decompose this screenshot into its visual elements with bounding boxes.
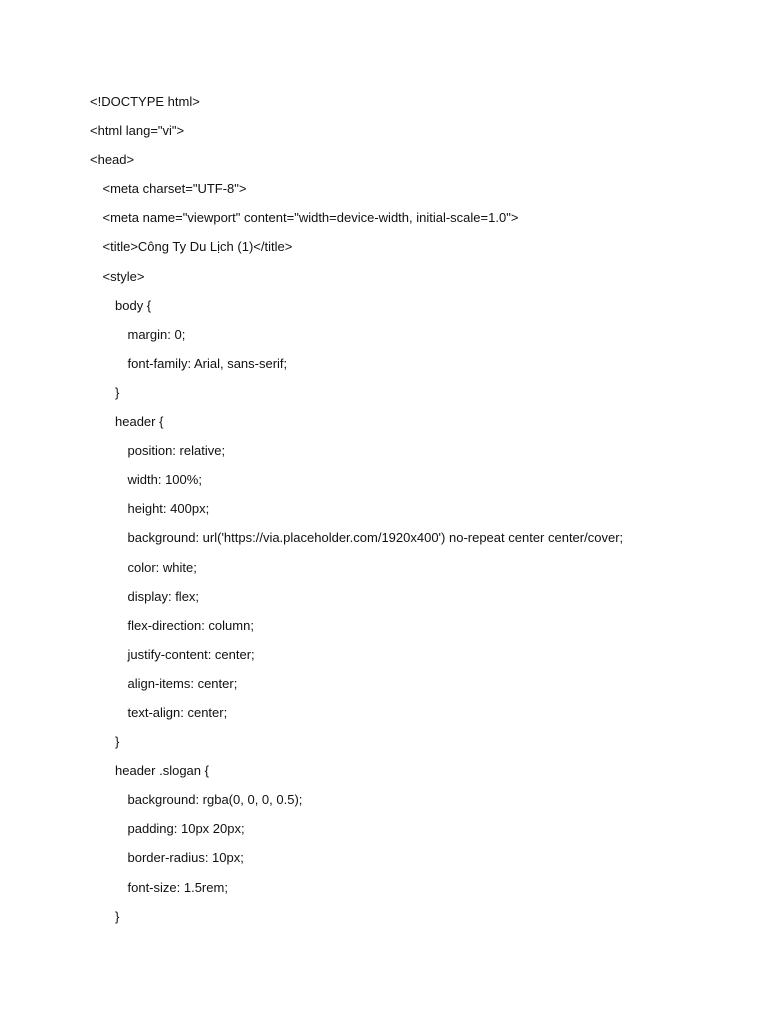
- code-line: border-radius: 10px;: [127, 850, 244, 866]
- code-line: header {: [115, 414, 164, 430]
- code-line: <html lang="vi">: [90, 123, 185, 139]
- code-line: font-family: Arial, sans-serif;: [127, 355, 288, 371]
- code-line: padding: 10px 20px;: [127, 821, 245, 837]
- code-line: color: white;: [127, 559, 197, 575]
- code-line: text-align: center;: [127, 704, 228, 720]
- code-line: align-items: center;: [127, 675, 238, 691]
- code-line: margin: 0;: [127, 326, 186, 342]
- code-line: }: [115, 734, 120, 750]
- code-line: flex-direction: column;: [127, 617, 254, 633]
- code-line: background: rgba(0, 0, 0, 0.5);: [127, 792, 303, 808]
- code-line: body {: [115, 297, 152, 313]
- code-line: header .slogan {: [115, 763, 209, 779]
- code-line: }: [115, 908, 120, 924]
- code-line: justify-content: center;: [127, 646, 255, 662]
- code-line: height: 400px;: [127, 501, 210, 517]
- code-line: background: url('https://via.placeholder.com/1920x400') no-repeat center center/cover;: [127, 530, 624, 546]
- code-line: display: flex;: [127, 588, 200, 604]
- code-line: <meta charset="UTF-8">: [102, 181, 247, 197]
- code-line: width: 100%;: [127, 472, 202, 488]
- code-line: <title>Công Ty Du Lịch (1)</title>: [102, 239, 293, 255]
- code-line: <style>: [102, 268, 145, 284]
- code-line: }: [115, 384, 120, 400]
- code-line: font-size: 1.5rem;: [127, 879, 228, 895]
- code-listing: [90, 92, 730, 936]
- code-line: <!DOCTYPE html>: [90, 94, 200, 109]
- code-line: position: relative;: [127, 443, 226, 459]
- code-line: <meta name="viewport" content="width=device-width, initial-scale=1.0">: [102, 210, 519, 226]
- code-line: <head>: [90, 152, 135, 168]
